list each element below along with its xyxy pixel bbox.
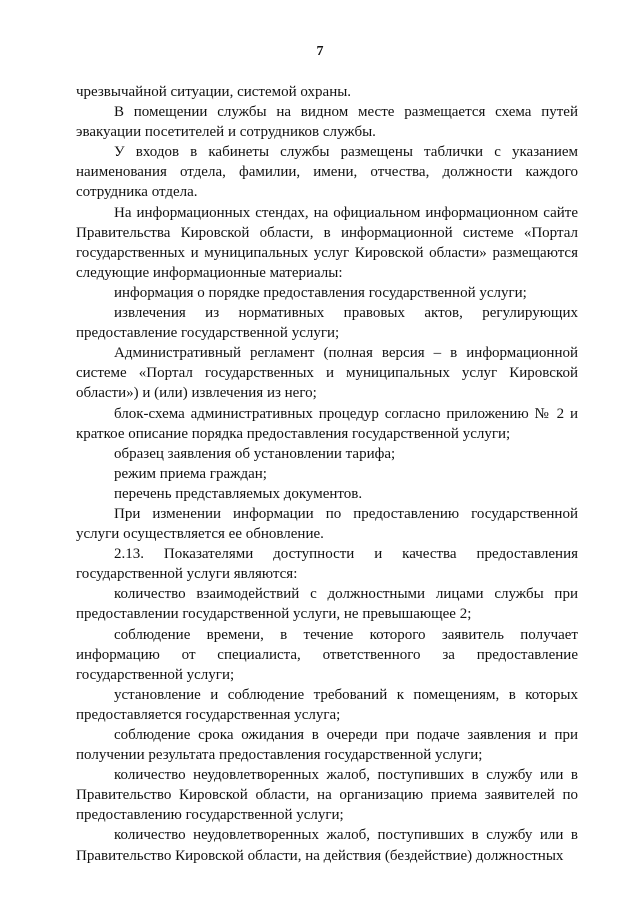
indicator-complaints-reception: количество неудовлетворенных жалоб, поступивших в службу или в Правительство Кировской области, на организацию приема заявителей по предоставлению государственной услуги; [76,767,578,824]
section-2-13-heading: 2.13. Показателями доступности и качества предоставления государственной услуги являются: [76,546,578,583]
indicator-queue-waiting: соблюдение срока ожидания в очереди при подаче заявления и при получении результата предоставления государственной услуги; [76,727,578,764]
paragraph-emergency-continuation: чрезвычайной ситуации, системой охраны. [76,84,352,100]
paragraph-info-stands: На информационных стендах, на официальном информационном сайте Правительства Кировской области, в информационной системе «Портал государственных и муниципальных услуг Кировской области» размещаются следующие информационные материалы: [76,204,578,281]
list-item-reception-hours: режим приема граждан; [114,465,267,482]
paragraph-office-signs: У входов в кабинеты службы размещены таблички с указанием наименования отдела, фамилии, имени, отчества, должности каждого сотрудника отдела. [76,144,578,201]
paragraph-evacuation-scheme: В помещении службы на видном месте размещается схема путей эвакуации посетителей и сотрудников службы. [76,104,578,141]
indicator-complaints-actions: количество неудовлетворенных жалоб, поступивших в службу или в Правительство Кировской области, на действия (бездействие) должностных [76,827,578,864]
list-item-admin-regulation: Административный регламент (полная версия – в информационной системе «Портал государственных и муниципальных услуг Кировской области») и (или) извлечения из него; [76,345,578,402]
list-item-documents-list: перечень представляемых документов. [114,485,363,502]
list-item-application-sample: образец заявления об установлении тарифа; [114,445,396,462]
list-item-legal-extracts: извлечения из нормативных правовых актов, регулирующих предоставление государственной услуги; [76,305,578,342]
indicator-interactions: количество взаимодействий с должностными лицами службы при предоставлении государственной услуги, не превышающее 2; [76,586,578,623]
document-body [76,82,578,866]
indicator-time-compliance: соблюдение времени, в течение которого заявитель получает информацию от специалиста, ответственного за предоставление государственной услуги; [76,626,578,683]
indicator-premises: установление и соблюдение требований к помещениям, в которых предоставляется государственная услуга; [76,686,578,723]
paragraph-info-update: При изменении информации по предоставлению государственной услуги осуществляется ее обновление. [76,505,578,543]
list-item-procedure-info: информация о порядке предоставления государственной услуги; [114,284,527,301]
page-number: 7 [316,44,324,59]
list-item-flowchart: блок-схема административных процедур согласно приложению № 2 и краткое описание порядка предоставления государственной услуги; [76,405,578,442]
